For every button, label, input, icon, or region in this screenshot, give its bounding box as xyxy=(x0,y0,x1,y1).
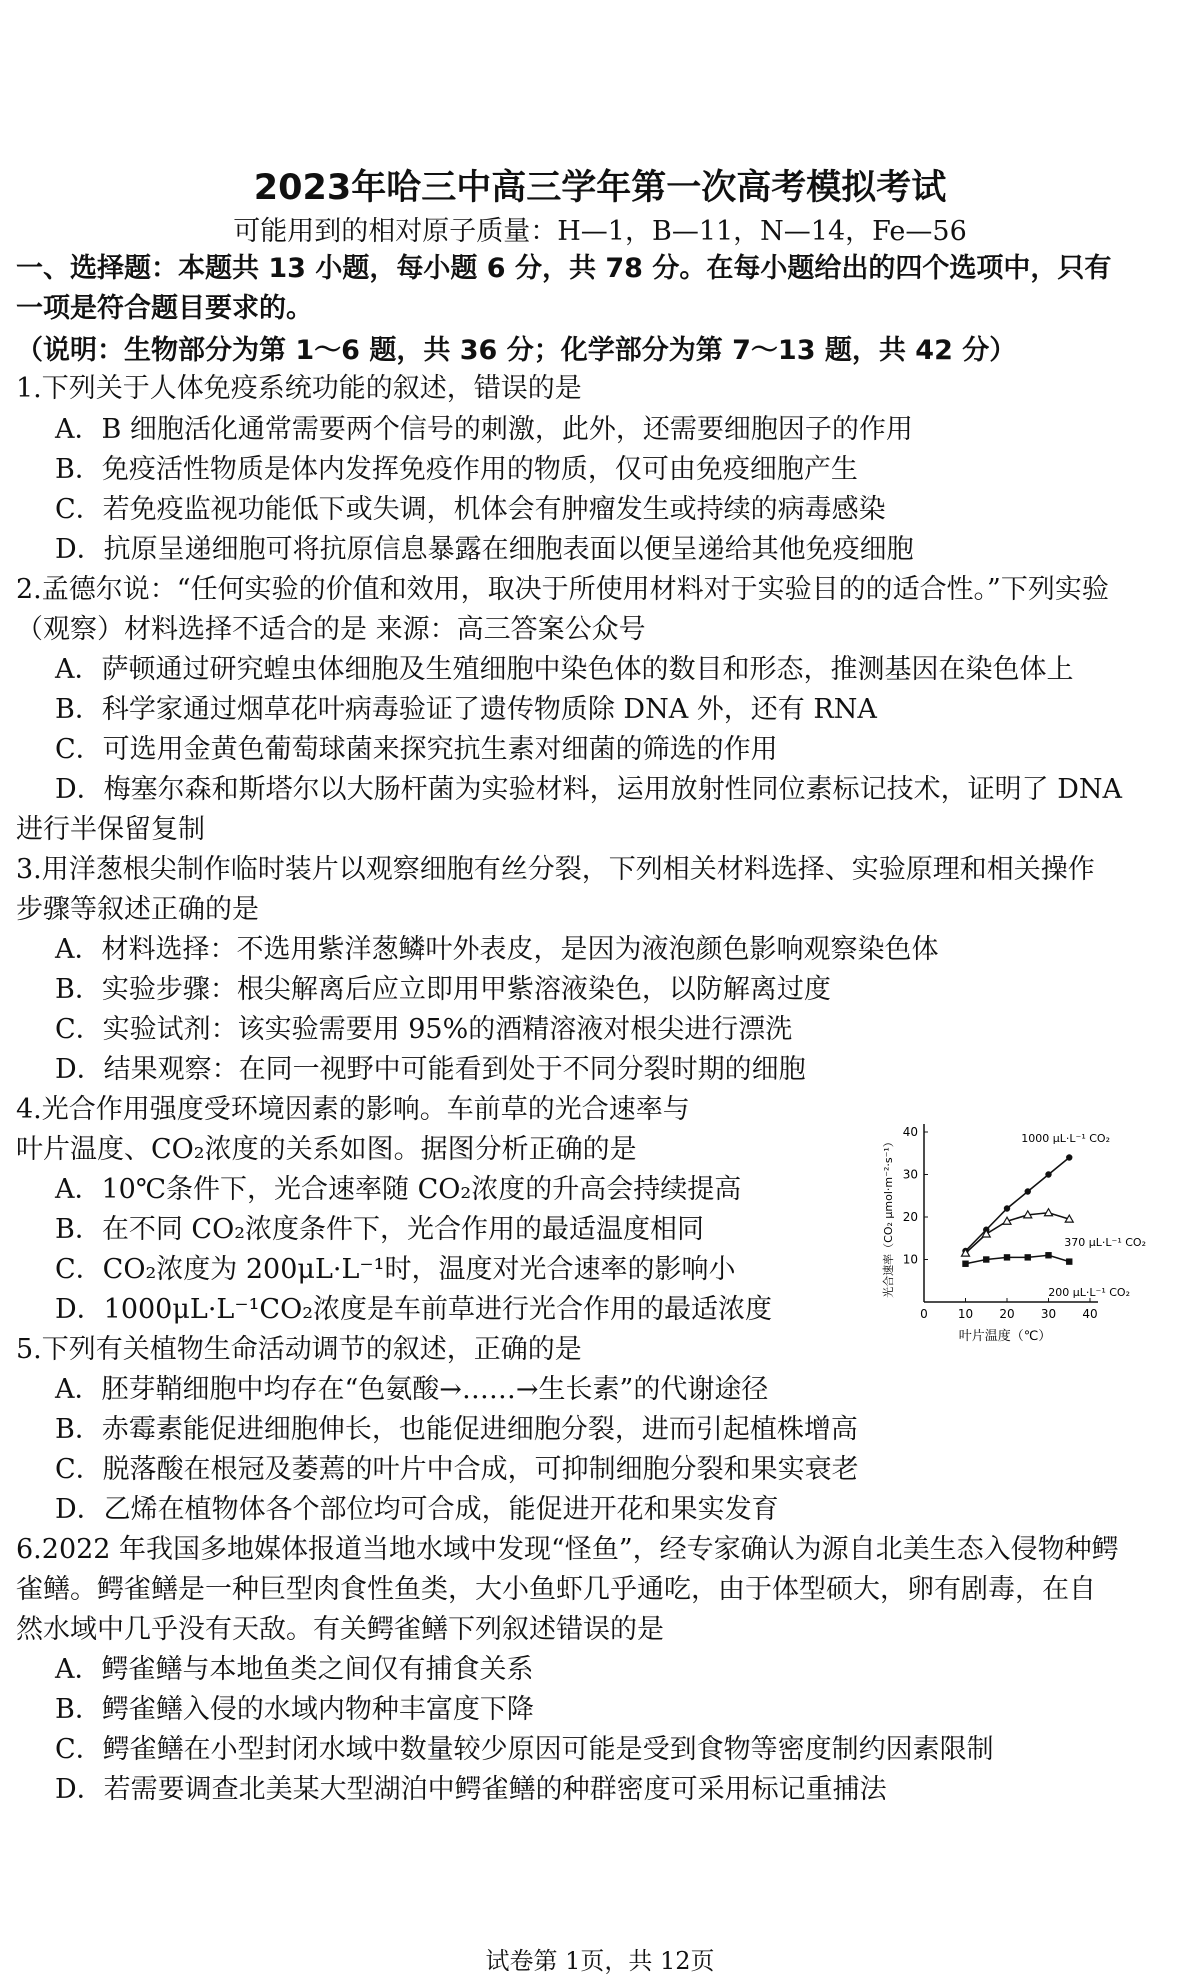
q6-stem-line1: 6.2022 年我国多地媒体报道当地水域中发现“怪鱼”，经专家确认为源自北美生态入侵物种鳄 xyxy=(16,1534,1119,1565)
q4-option-b: B．在不同 CO₂浓度条件下，光合作用的最适温度相同 xyxy=(55,1214,705,1245)
q2-stem-line2: （观察）材料选择不适合的是 来源：高三答案公众号 xyxy=(16,614,646,645)
series-label: 1000 μL·L⁻¹ CO₂ xyxy=(1021,1132,1110,1145)
x-tick-label: 40 xyxy=(1082,1307,1098,1321)
page-footer: 试卷第 1页，共 12页 xyxy=(485,1947,715,1975)
q3-option-a: A．材料选择：不选用紫洋葱鳞叶外表皮，是因为液泡颜色影响观察染色体 xyxy=(55,934,939,965)
q6-stem-line3: 然水域中几乎没有天敌。有关鳄雀鳝下列叙述错误的是 xyxy=(16,1614,664,1645)
q5-stem: 5.下列有关植物生命活动调节的叙述，正确的是 xyxy=(16,1334,582,1365)
chart-marks xyxy=(962,1132,1147,1299)
q1-option-b: B．免疫活性物质是体内发挥免疫作用的物质，仅可由免疫细胞产生 xyxy=(55,454,858,485)
data-point xyxy=(1066,1154,1072,1160)
series-line-1 xyxy=(966,1213,1070,1253)
data-point xyxy=(1004,1254,1010,1260)
q3-option-b: B．实验步骤：根尖解离后应立即用甲紫溶液染色，以防解离过度 xyxy=(55,974,831,1005)
chart-ylabel: 光合速率（CO₂ μmol·m⁻²·s⁻¹） xyxy=(882,1136,895,1298)
section-note: （说明：生物部分为第 1～6 题，共 36 分；化学部分为第 7～13 题，共 42 分） xyxy=(16,335,1017,366)
q3-stem-line1: 3.用洋葱根尖制作临时装片以观察细胞有丝分裂，下列相关材料选择、实验原理和相关操作 xyxy=(16,854,1095,885)
q2-option-a: A．萨顿通过研究蝗虫体细胞及生殖细胞中染色体的数目和形态，推测基因在染色体上 xyxy=(55,654,1074,685)
q6-option-d: D．若需要调查北美某大型湖泊中鳄雀鳝的种群密度可采用标记重捕法 xyxy=(55,1774,887,1805)
atomic-masses: 可能用到的相对原子质量：H—1，B—11，N—14，Fe—56 xyxy=(233,216,967,247)
series-label: 370 μL·L⁻¹ CO₂ xyxy=(1064,1236,1146,1249)
data-point xyxy=(983,1256,989,1262)
y-tick-label: 30 xyxy=(902,1167,918,1182)
q2-option-d: D．梅塞尔森和斯塔尔以大肠杆菌为实验材料，运用放射性同位素标记技术，证明了 DNA xyxy=(55,774,1122,805)
q1-option-d: D．抗原呈递细胞可将抗原信息暴露在细胞表面以便呈递给其他免疫细胞 xyxy=(55,534,914,565)
data-point xyxy=(1045,1252,1051,1258)
q2-option-b: B．科学家通过烟草花叶病毒验证了遗传物质除 DNA 外，还有 RNA xyxy=(55,694,877,725)
q1-stem: 1.下列关于人体免疫系统功能的叙述，错误的是 xyxy=(16,373,582,404)
exam-title: 2023年哈三中高三学年第一次高考模拟考试 xyxy=(253,168,947,208)
data-point xyxy=(1045,1171,1051,1177)
data-point xyxy=(1004,1205,1010,1211)
y-tick-label: 40 xyxy=(902,1125,918,1139)
q4-stem-line1: 4.光合作用强度受环境因素的影响。车前草的光合速率与 xyxy=(16,1094,690,1125)
q1-option-c: C．若免疫监视功能低下或失调，机体会有肿瘤发生或持续的病毒感染 xyxy=(55,494,886,525)
series-line-0 xyxy=(966,1158,1070,1252)
q5-option-d: D．乙烯在植物体各个部位均可合成，能促进开花和果实发育 xyxy=(55,1494,779,1525)
q3-option-c: C．实验试剂：该实验需要用 95%的酒精溶液对根尖进行漂洗 xyxy=(55,1014,793,1045)
q6-stem-line2: 雀鳝。鳄雀鳝是一种巨型肉食性鱼类，大小鱼虾几乎通吃，由于体型硕大，卵有剧毒，在自 xyxy=(16,1574,1096,1605)
q4-option-a: A．10℃条件下，光合速率随 CO₂浓度的升高会持续提高 xyxy=(55,1174,742,1205)
q6-option-c: C．鳄雀鳝在小型封闭水域中数量较少原因可能是受到食物等密度制约因素限制 xyxy=(55,1734,994,1765)
q4-option-c: C．CO₂浓度为 200μL·L⁻¹时，温度对光合速率的影响小 xyxy=(55,1254,736,1285)
x-tick-label: 10 xyxy=(957,1307,974,1321)
q5-option-c: C．脱落酸在根冠及萎蔫的叶片中合成，可抑制细胞分裂和果实衰老 xyxy=(55,1454,859,1485)
x-tick-label: 0 xyxy=(920,1307,928,1321)
series-label: 200 μL·L⁻¹ CO₂ xyxy=(1048,1286,1130,1299)
data-point xyxy=(962,1261,968,1267)
photosynthesis-chart xyxy=(860,1112,1180,1352)
q3-stem-line2: 步骤等叙述正确的是 xyxy=(16,894,259,925)
q5-option-a: A．胚芽鞘细胞中均存在“色氨酸→……→生长素”的代谢途径 xyxy=(55,1374,769,1405)
q6-option-b: B．鳄雀鳝入侵的水域内物种丰富度下降 xyxy=(55,1694,534,1725)
q3-option-d: D．结果观察：在同一视野中可能看到处于不同分裂时期的细胞 xyxy=(55,1054,806,1085)
data-point xyxy=(1066,1258,1072,1264)
section-heading-line2: 一项是符合题目要求的。 xyxy=(16,293,313,324)
x-tick-label: 30 xyxy=(1040,1307,1057,1321)
chart-xlabel: 叶片温度（℃） xyxy=(958,1329,1052,1344)
series-line-2 xyxy=(966,1255,1070,1264)
data-point xyxy=(1025,1188,1031,1194)
x-tick-label: 20 xyxy=(999,1307,1015,1321)
q2-option-d-cont: 进行半保留复制 xyxy=(16,814,205,845)
data-point xyxy=(1025,1254,1031,1260)
y-tick-label: 20 xyxy=(902,1210,918,1224)
q5-option-b: B．赤霉素能促进细胞伸长，也能促进细胞分裂，进而引起植株增高 xyxy=(55,1414,858,1445)
q2-option-c: C．可选用金黄色葡萄球菌来探究抗生素对细菌的筛选的作用 xyxy=(55,734,778,765)
q1-option-a: A．B 细胞活化通常需要两个信号的刺激，此外，还需要细胞因子的作用 xyxy=(55,414,913,445)
q4-option-d: D．1000μL·L⁻¹CO₂浓度是车前草进行光合作用的最适浓度 xyxy=(55,1294,773,1325)
y-tick-label: 10 xyxy=(902,1252,918,1267)
section-heading-line1: 一、选择题：本题共 13 小题，每小题 6 分，共 78 分。在每小题给出的四个选项中，只有 xyxy=(16,253,1112,284)
q4-stem-line2: 叶片温度、CO₂浓度的关系如图。据图分析正确的是 xyxy=(16,1134,637,1165)
q6-option-a: A．鳄雀鳝与本地鱼类之间仅有捕食关系 xyxy=(55,1654,534,1685)
q2-stem-line1: 2.孟德尔说：“任何实验的价值和效用，取决于所使用材料对于实验目的的适合性。”下列实验 xyxy=(16,574,1109,605)
